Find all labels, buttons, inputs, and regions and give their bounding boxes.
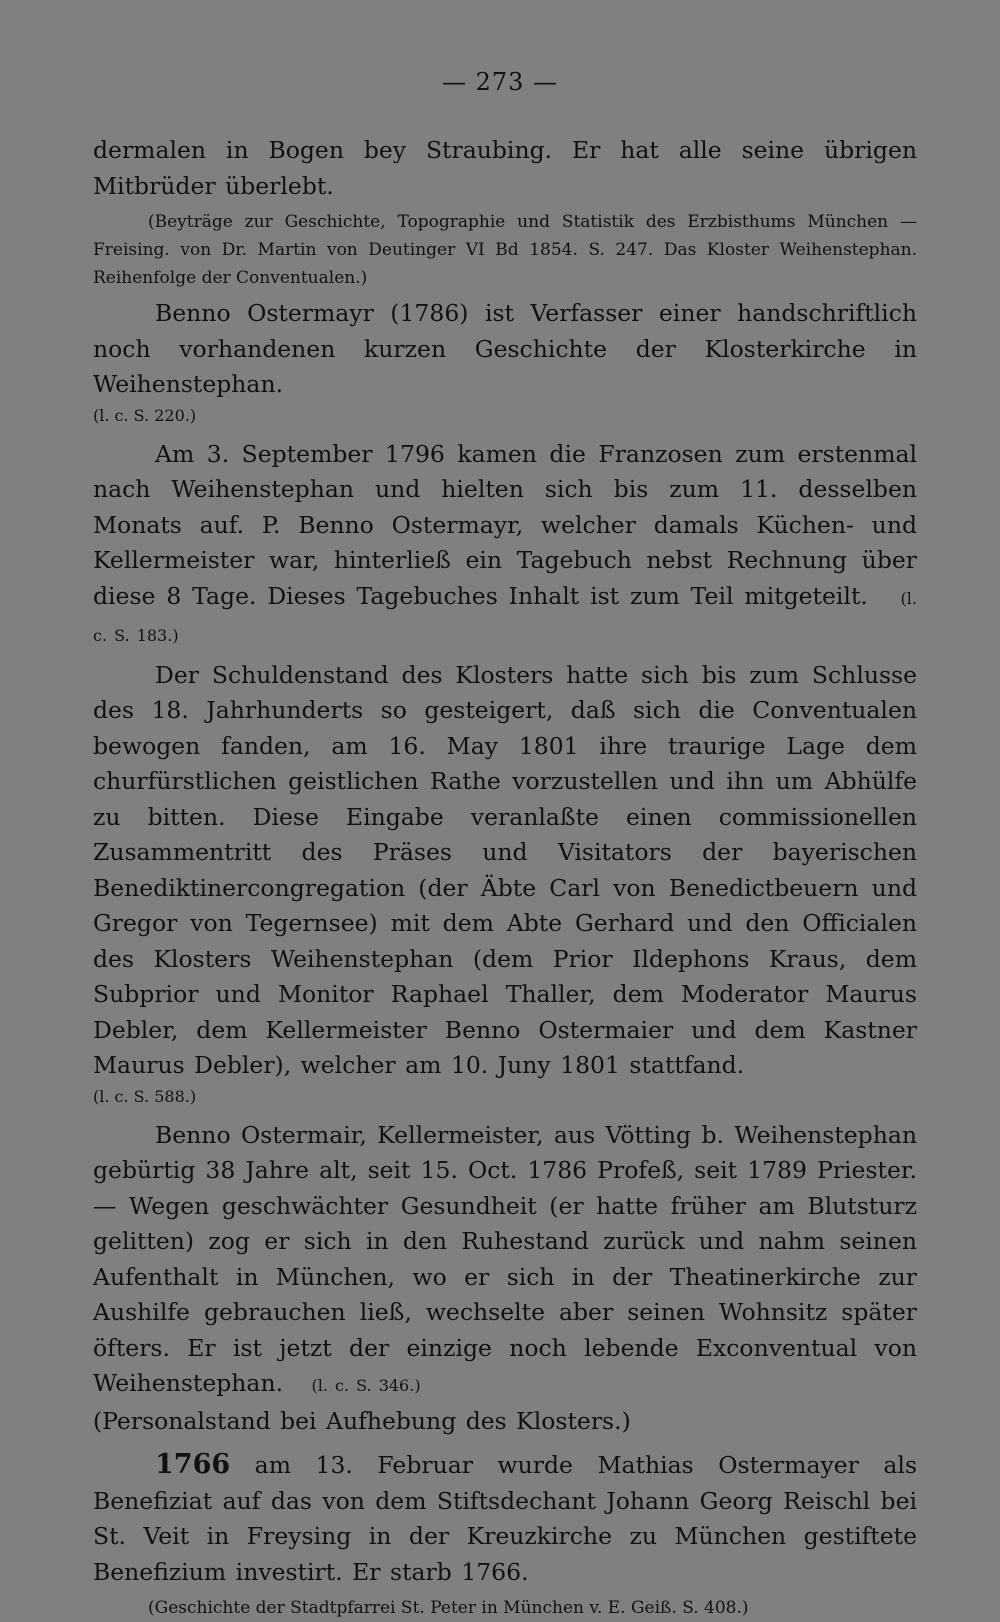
paragraph-1: dermalen in Bogen bey Straubing. Er hat alle seine übrigen Mitbrüder überlebt. — [93, 136, 917, 200]
paragraph-5-text: Benno Ostermair, Kellermeister, aus Vötting b. Weihenstephan gebürtig 38 Jahre alt, seit 15. Oct. 1786 Profeß, seit 1789 Priester. — Wegen geschwächter Gesundheit (er hatte früher am Blutsturz gelitten) zog er sich in den Ruhestand zurück und nahm seinen Aufenthalt in München, wo er sich in der Theatinerkirche zur Aushilfe gebrauchen ließ, wechselte aber seinen Wohnsitz später öfters. Er ist jetzt der einzige noch lebende Exconventual von Weihenstephan. — [93, 1120, 917, 1397]
paragraph-6-text: am 13. Februar wurde Mathias Ostermayer als Benefiziat auf das von dem Stiftsdechant Johann Georg Reischl bei St. Veit in Freysing in der Kreuzkirche zu München gestiftete Benefizium investirt. Er starb 1766. — [93, 1451, 917, 1586]
source-citation-2: (Geschichte der Stadtpfarrei St. Peter in München v. E. Geiß. S. 408.) — [148, 1598, 749, 1618]
paragraph-3-text: Am 3. September 1796 kamen die Franzosen zum erstenmal nach Weihenstephan und hielten sich bis zum 11. desselben Monats auf. P. Benno Ostermayr, welcher damals Küchen- und Kellermeister war, hinterließ ein Tagebuch nebst Rechnung über diese 8 Tage. Dieses Tagebuches Inhalt ist zum Teil mitgeteilt. — [93, 439, 917, 610]
reference-3: (l. c. S. 588.) — [93, 1086, 197, 1106]
paragraph-5 — [93, 1118, 917, 1404]
source-citation-1: (Beyträge zur Geschichte, Topographie und Statistik des Erzbisthums München —Freising. von Dr. Martin von Deutinger VI Bd 1854. S. 247. Das Kloster Weihenstephan. Reihenfolge der Conventualen.) — [93, 212, 917, 288]
spacer — [93, 1110, 917, 1118]
page-number: — 273 — — [441, 68, 559, 96]
paragraph-2: Benno Ostermayr (1786) ist Verfasser einer handschriftlich noch vorhandenen kurzen Geschichte der Klosterkirche in Weihenstephan. — [93, 299, 917, 398]
paragraph-5-tail: (Personalstand bei Aufhebung des Klosters.) — [93, 1406, 631, 1435]
reference-1: (l. c. S. 220.) — [93, 405, 197, 425]
paragraph-4: Der Schuldenstand des Klosters hatte sich bis zum Schlusse des 18. Jahrhunderts so gesteigert, daß sich die Conventualen bewogen fanden, am 16. May 1801 ihre traurige Lage dem churfürstlichen geistlichen Rathe vorzustellen und ihn um Abhülfe zu bitten. Diese Eingabe veranlaßte einen commissionellen Zusammentritt des Präses und Visitators der bayerischen Benediktinercongregation (der Äbte Carl von Benedictbeuern und Gregor von Tegernsee) mit dem Abte Gerhard und den Officialen des Klosters Weihenstephan (dem Prior Ildephons Kraus, dem Subprior und Monitor Raphael Thaller, dem Moderator Maurus Debler, dem Kellermeister Benno Ostermaier und dem Kastner Maurus Debler), welcher am 10. Juny 1801 stattfand. — [93, 660, 917, 1079]
reference-2: (l. c. S. 183.) — [93, 588, 917, 645]
reference-4: (l. c. S. 346.) — [311, 1376, 421, 1395]
page-content — [93, 133, 917, 1622]
paragraph-3 — [93, 437, 917, 654]
spacer — [93, 429, 917, 437]
spacer — [93, 1439, 917, 1447]
paragraph-6 — [93, 1447, 917, 1590]
year-heading: 1766 — [155, 1449, 231, 1480]
